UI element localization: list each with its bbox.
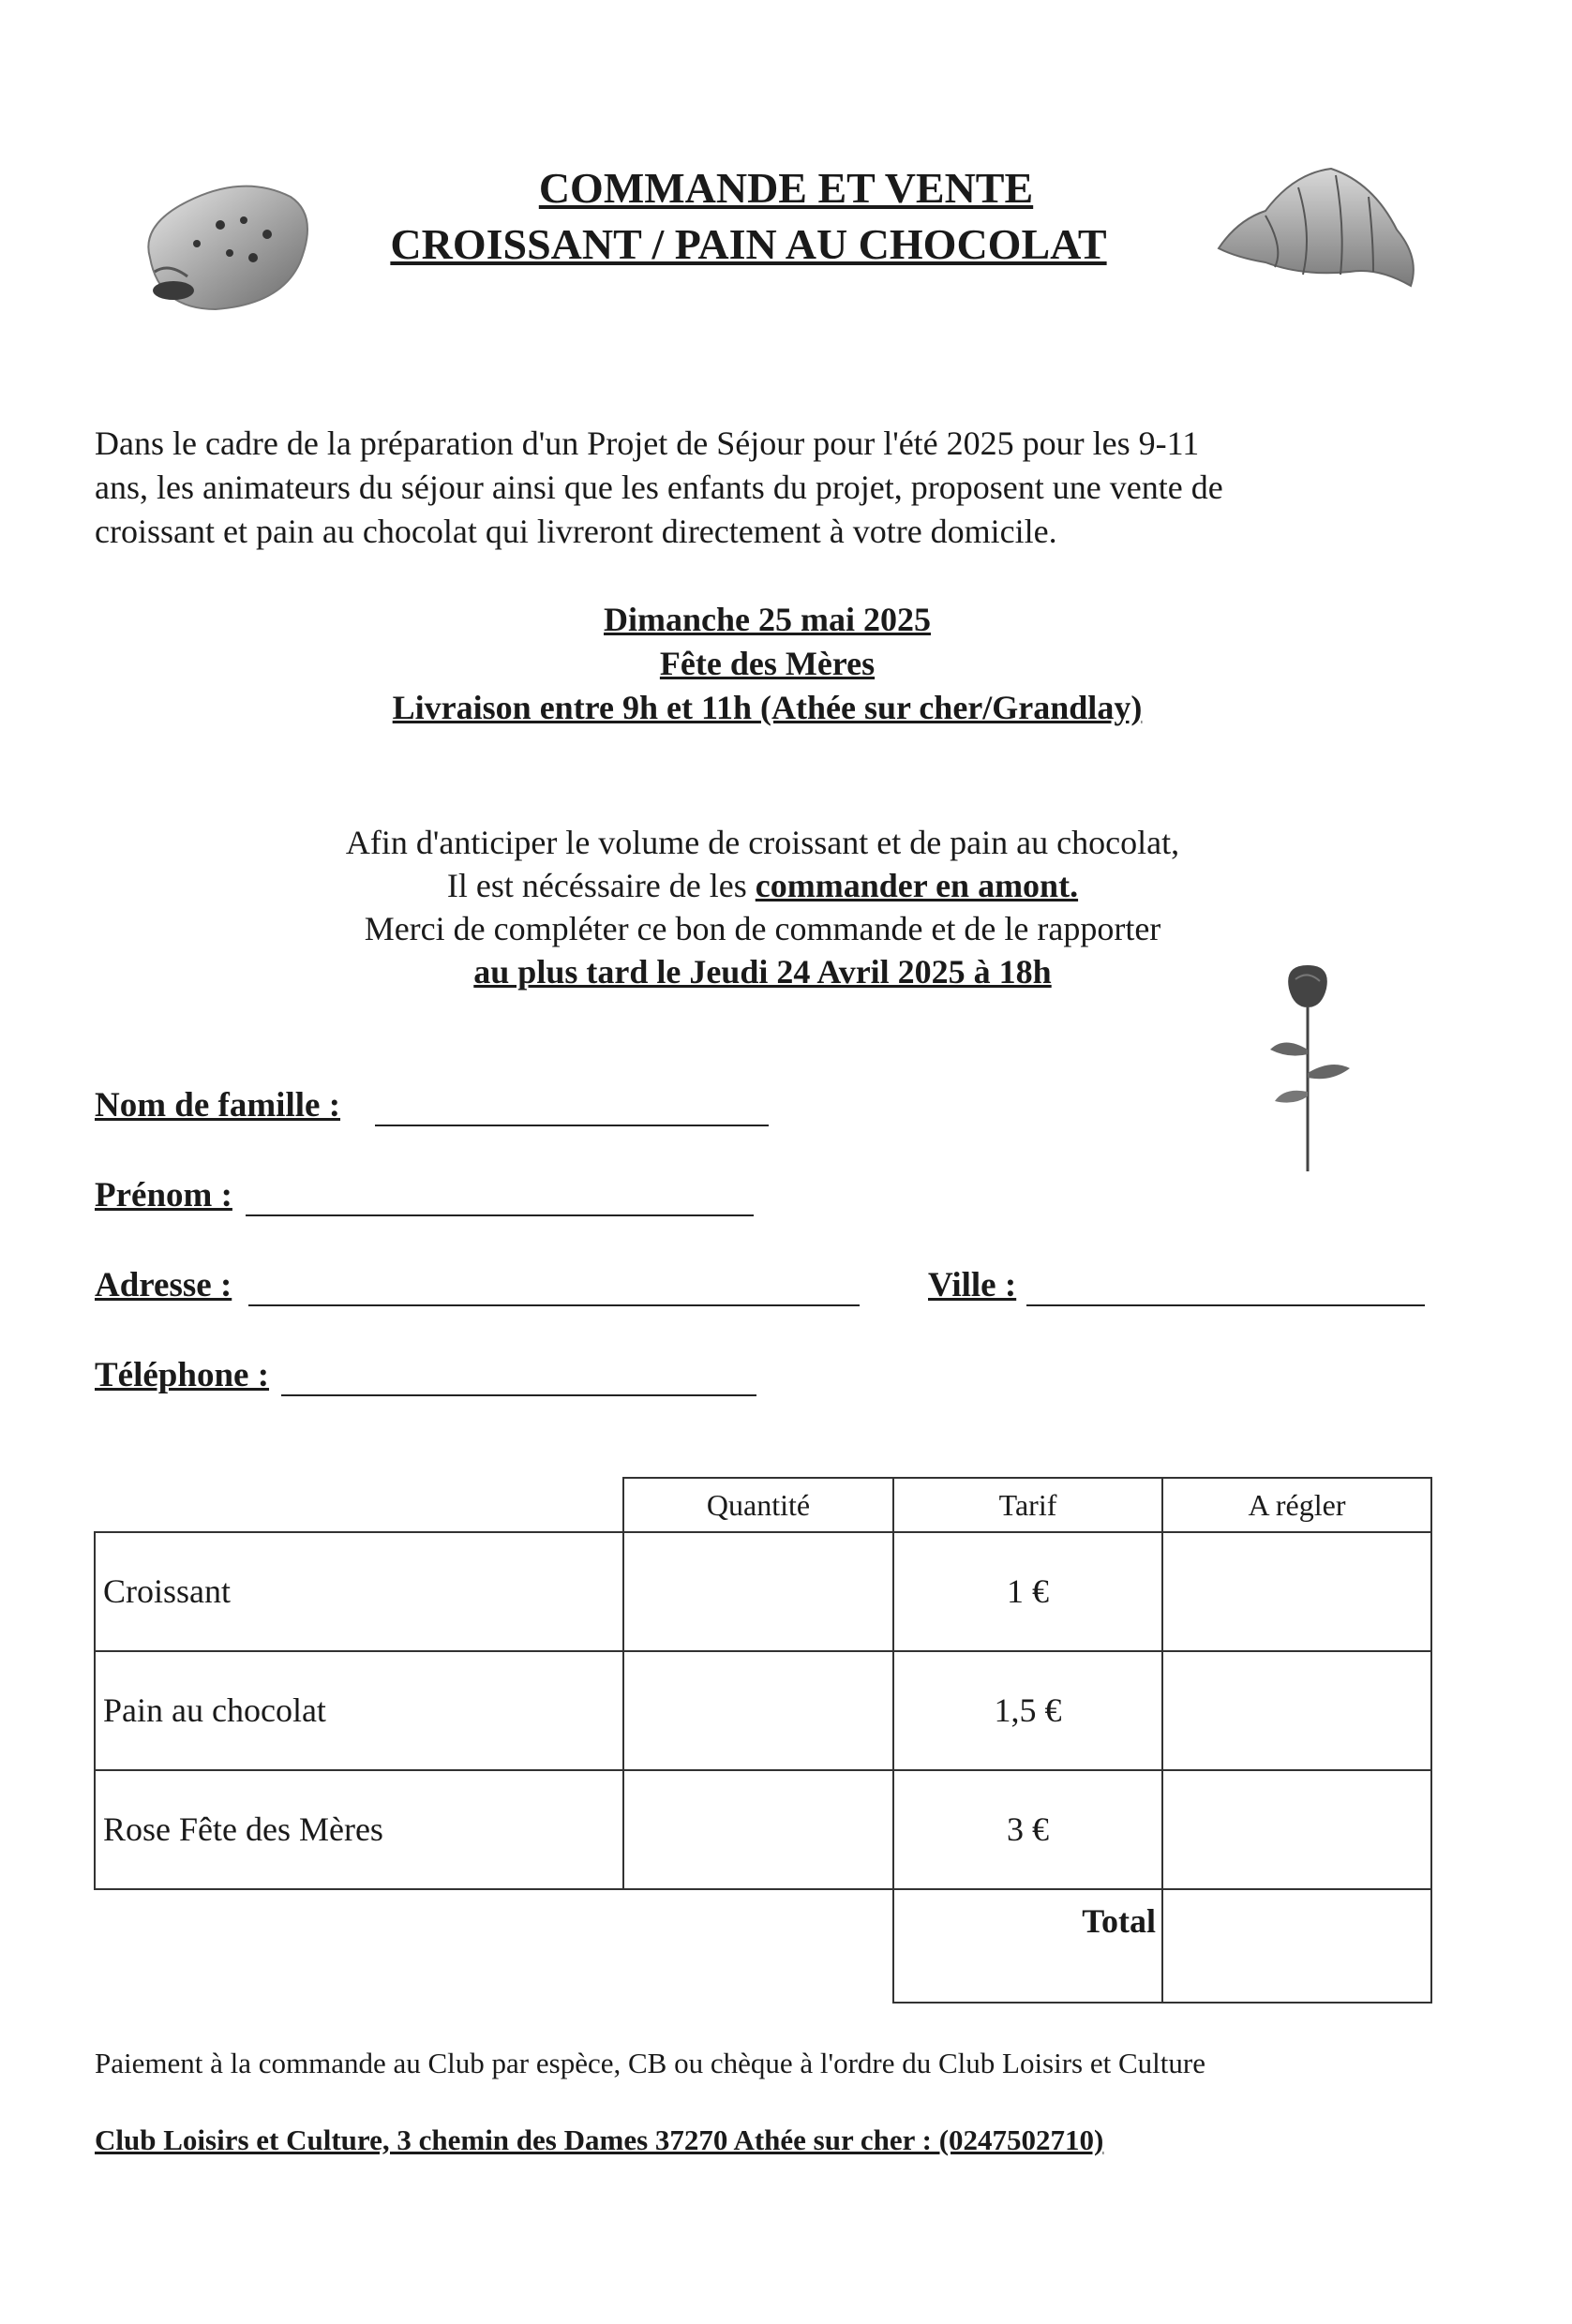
header-a-regler-text: A régler (1248, 1488, 1346, 1522)
intro-line-2: ans, les animateurs du séjour ainsi que les enfants du projet, proposent une vente de (95, 469, 1223, 506)
price-croissant (892, 1531, 1163, 1652)
nom-label: Nom de famille : (95, 1086, 341, 1125)
header-quantite-text: Quantité (706, 1488, 811, 1522)
notice-line-2-prefix: Il est nécéssaire de les (446, 867, 756, 904)
adresse-label: Adresse : (95, 1266, 232, 1304)
quantity-pain-field[interactable] (622, 1650, 894, 1771)
total-amount-field[interactable] (1161, 1888, 1432, 2004)
amount-rose-field[interactable] (1161, 1769, 1432, 1890)
notice-line-2 (0, 864, 1549, 907)
adresse-field[interactable] (248, 1304, 860, 1306)
price-pain (892, 1650, 1163, 1771)
ville-field[interactable] (1026, 1304, 1425, 1306)
price-croissant-text: 1 € (1007, 1572, 1049, 1610)
amount-pain-field[interactable] (1161, 1650, 1432, 1771)
event-date: Dimanche 25 mai 2025 (604, 601, 931, 638)
notice-line-2-bold: commander en amont. (755, 867, 1079, 904)
notice-deadline: au plus tard le Jeudi 24 Avril 2025 à 18h (473, 953, 1052, 991)
intro-line-1: Dans le cadre de la préparation d'un Projet de Séjour pour l'été 2025 pour les 9-11 (95, 425, 1200, 462)
header-a-regler (1161, 1477, 1432, 1533)
total-label: Total (1082, 1902, 1156, 1940)
notice-line-1: Afin d'anticiper le volume de croissant et de pain au chocolat, (345, 824, 1180, 861)
quantity-croissant-field[interactable] (622, 1531, 894, 1652)
price-rose-text: 3 € (1007, 1810, 1049, 1848)
total-label-cell (892, 1888, 1163, 2004)
telephone-field[interactable] (281, 1394, 756, 1396)
table-row-croissant-product (94, 1531, 624, 1652)
price-rose (892, 1769, 1163, 1890)
header-quantite (622, 1477, 894, 1533)
header-tarif (892, 1477, 1163, 1533)
table-row-pain-product (94, 1650, 624, 1771)
title-line-2: CROISSANT / PAIN AU CHOCOLAT (390, 220, 1107, 268)
table-row-rose-product (94, 1769, 624, 1890)
event-occasion: Fête des Mères (659, 645, 876, 682)
rose-icon (1256, 961, 1359, 1176)
amount-croissant-field[interactable] (1161, 1531, 1432, 1652)
product-croissant: Croissant (103, 1572, 232, 1610)
title-line-1: COMMANDE ET VENTE (538, 164, 1034, 212)
event-delivery: Livraison entre 9h et 11h (Athée sur cher/Grandlay) (392, 689, 1143, 726)
prenom-label: Prénom : (95, 1176, 232, 1214)
price-pain-text: 1,5 € (994, 1691, 1062, 1729)
quantity-rose-field[interactable] (622, 1769, 894, 1890)
prenom-field[interactable] (246, 1214, 754, 1216)
header-tarif-text: Tarif (998, 1488, 1057, 1522)
intro-line-3: croissant et pain au chocolat qui livreront directement à votre domicile. (95, 513, 1057, 550)
telephone-label: Téléphone : (95, 1356, 270, 1394)
product-rose: Rose Fête des Mères (103, 1810, 383, 1848)
club-address: Club Loisirs et Culture, 3 chemin des Dames 37270 Athée sur cher : (0247502710) (95, 2123, 1104, 2156)
nom-field[interactable] (375, 1125, 769, 1126)
product-pain-au-chocolat: Pain au chocolat (103, 1691, 326, 1729)
ville-label: Ville : (928, 1266, 1017, 1304)
notice-line-3: Merci de compléter ce bon de commande et de le rapporter (364, 910, 1161, 947)
payment-info: Paiement à la commande au Club par espèce, CB ou chèque à l'ordre du Club Loisirs et Culture (95, 2047, 1205, 2079)
